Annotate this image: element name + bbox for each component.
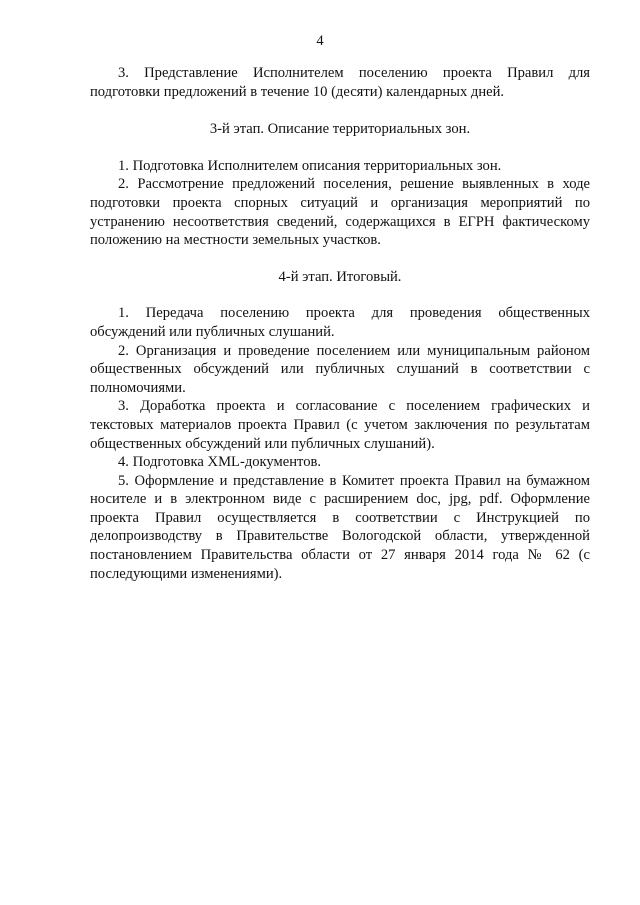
stage4-item-2: 2. Организация и проведение поселением или муниципальным районом общественных обсуждений или публичных слушаний в соответствии с полномочиями. [90, 342, 590, 396]
document-body [90, 64, 590, 583]
stage4-item-5: 5. Оформление и представление в Комитет проекта Правил на бумажном носителе и в электронном виде с расширением doc, jpg, pdf. Оформление проекта Правил осуществляется в соответствии с Инструкцией по делопроизводству в Правительстве Вологодской области, утвержденной постановлением Правительства области от 27 января 2014 года № 62 (с последующими изменениями). [90, 472, 590, 582]
stage2-item-3: 3. Представление Исполнителем поселению проекта Правил для подготовки предложений в течение 10 (десяти) календарных дней. [90, 65, 590, 100]
stage3-item-1: 1. Подготовка Исполнителем описания территориальных зон. [118, 157, 502, 174]
stage4-item-1: 1. Передача поселению проекта для проведения общественных обсуждений или публичных слушаний. [90, 305, 590, 340]
page-number: 4 [316, 33, 324, 49]
stage4-item-3: 3. Доработка проекта и согласование с поселением графических и текстовых материалов проекта Правил (с учетом заключения по результатам общественных обсуждений или публичных слушаний). [90, 398, 590, 452]
stage3-heading: 3-й этап. Описание территориальных зон. [209, 121, 471, 138]
stage4-item-4: 4. Подготовка XML-документов. [118, 454, 322, 471]
stage3-item-2: 2. Рассмотрение предложений поселения, решение выявленных в ходе подготовки проекта спорных ситуаций и организация мероприятий по устранению несоответствия сведений, содержащихся в ЕГРН фактическому положению на местности земельных участков. [90, 176, 590, 249]
stage4-heading: 4-й этап. Итоговый. [278, 268, 402, 285]
